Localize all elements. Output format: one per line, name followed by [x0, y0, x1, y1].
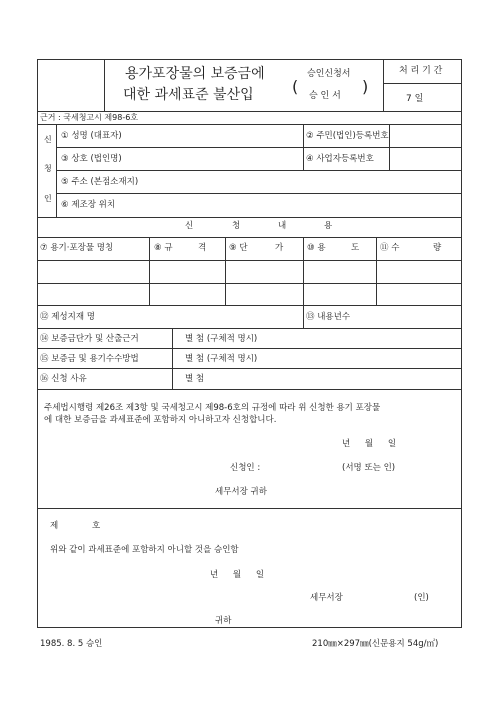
line-detail-2 — [37, 368, 462, 369]
declaration-line-2: 에 대한 보증금을 과세표준에 포함하지 아니하고자 신청합니다. — [44, 415, 277, 425]
line-content-title — [37, 237, 462, 238]
line-content-row-1 — [37, 283, 462, 284]
col-container-name: ⑦ 용기·포장물 명칭 — [40, 243, 114, 253]
declaration-line-1: 주세법시행령 제26조 제3항 및 국세청고시 제98-6호의 규정에 따라 위 신청한 용기 포장물 — [44, 403, 381, 413]
applicant-right-divider-2 — [389, 147, 390, 170]
col-unit-price-b: 가 — [275, 243, 284, 253]
declaration-applicant-label: 신청인 : — [230, 463, 261, 473]
col-unit-price-a: ⑨ 단 — [229, 243, 248, 253]
title-line-2: 대한 과세표준 불산입 — [123, 87, 254, 103]
approval-chief: 세무서장 — [310, 593, 343, 603]
col-divider-4 — [376, 237, 377, 305]
doc-type-application: 승인신청서 — [307, 69, 351, 79]
section-title-4: 용 — [324, 221, 333, 231]
section-title-1: 신 — [185, 221, 194, 231]
field-useful-life: ⑬ 내용년수 — [306, 312, 351, 322]
field-factory-location: ⑥ 제조장 위치 — [61, 200, 116, 210]
material-divider — [303, 305, 304, 328]
approval-date: 년 월 일 — [210, 570, 265, 580]
approval-number-prefix: 제 — [50, 521, 59, 531]
col-divider-2 — [225, 237, 226, 305]
section-title-2: 청 — [232, 221, 241, 231]
line-applicant-1 — [56, 147, 462, 148]
title-line-1: 용가포장물의 보증금에 — [125, 66, 265, 82]
field-company-name: ③ 상호 (법인명) — [61, 154, 122, 164]
declaration-addressee: 세무서장 귀하 — [215, 487, 267, 497]
line-basis-top — [37, 111, 462, 112]
approval-seal: (인) — [414, 593, 429, 603]
col-quantity-a: ⑪ 수 — [380, 243, 400, 253]
field-material-name: ⑫ 제성지재 명 — [40, 312, 95, 322]
approval-number-suffix: 호 — [92, 521, 101, 531]
line-material-bottom — [37, 328, 462, 329]
footer-approved-date: 1985. 8. 5 승인 — [40, 639, 103, 649]
col-quantity-b: 량 — [433, 243, 442, 253]
field-deposit-method-value: 별 첨 (구체적 명시) — [185, 354, 258, 364]
col-divider-1 — [149, 237, 150, 305]
field-business-number: ④ 사업자등록번호 — [306, 154, 374, 164]
applicant-side-label-1: 신 — [44, 135, 52, 144]
applicant-right-divider-1 — [389, 124, 390, 147]
detail-divider — [172, 328, 173, 389]
applicant-mid-divider-1 — [303, 124, 304, 147]
field-name: ① 성명 (대표자) — [61, 131, 122, 141]
line-content-row-2 — [37, 305, 462, 306]
line-content-header — [37, 260, 462, 261]
col-spec-a: ⑧ 규 — [154, 243, 173, 253]
line-declaration-bottom — [37, 508, 462, 509]
paren-close: ) — [362, 77, 369, 96]
basis-text: 근거 : 국세청고시 제98-6호 — [40, 113, 139, 122]
col-divider-3 — [303, 237, 304, 305]
approval-text: 위와 같이 과세표준에 포함하지 아니할 것을 승인함 — [50, 545, 239, 555]
header-divider-right — [383, 59, 384, 111]
declaration-signature: (서명 또는 인) — [342, 463, 396, 473]
doc-type-approval: 승 인 서 — [309, 91, 341, 101]
field-deposit-basis-value: 별 첨 (구체적 명시) — [185, 334, 258, 344]
field-reason: ⑯ 신청 사유 — [40, 374, 87, 384]
field-reason-value: 별 첨 — [185, 374, 205, 384]
declaration-date: 년 월 일 — [342, 439, 397, 449]
line-detail-bottom — [37, 389, 462, 390]
col-usage-b: 도 — [351, 243, 360, 253]
col-usage-a: ⑩ 용 — [307, 243, 326, 253]
footer-paper-spec: 210㎜×297㎜(신문용지 54g/㎡) — [312, 639, 439, 649]
paren-open: ( — [292, 77, 299, 96]
line-applicant-bottom — [37, 217, 462, 218]
line-detail-1 — [37, 348, 462, 349]
processing-divider — [383, 83, 462, 84]
applicant-mid-divider-2 — [303, 147, 304, 170]
col-spec-b: 격 — [198, 243, 207, 253]
field-deposit-method: ⑮ 보증금 및 용기수수방법 — [40, 354, 139, 364]
field-resident-number: ② 주민(법인)등록번호 — [306, 131, 389, 141]
header-divider-left — [104, 59, 105, 111]
line-applicant-2 — [56, 170, 462, 171]
processing-period-label: 처 리 기 간 — [399, 66, 443, 76]
approval-addressee: 귀하 — [215, 616, 232, 626]
field-deposit-basis: ⑭ 보증금단가 및 산출근거 — [40, 334, 139, 344]
field-address: ⑤ 주소 (본점소재지) — [61, 177, 139, 187]
line-basis-bottom — [37, 124, 462, 125]
section-title-3: 내 — [278, 221, 287, 231]
processing-period-value: 7 일 — [406, 94, 424, 104]
line-applicant-3 — [56, 193, 462, 194]
applicant-side-label-2: 청 — [44, 164, 52, 173]
applicant-side-label-3: 인 — [44, 194, 52, 203]
